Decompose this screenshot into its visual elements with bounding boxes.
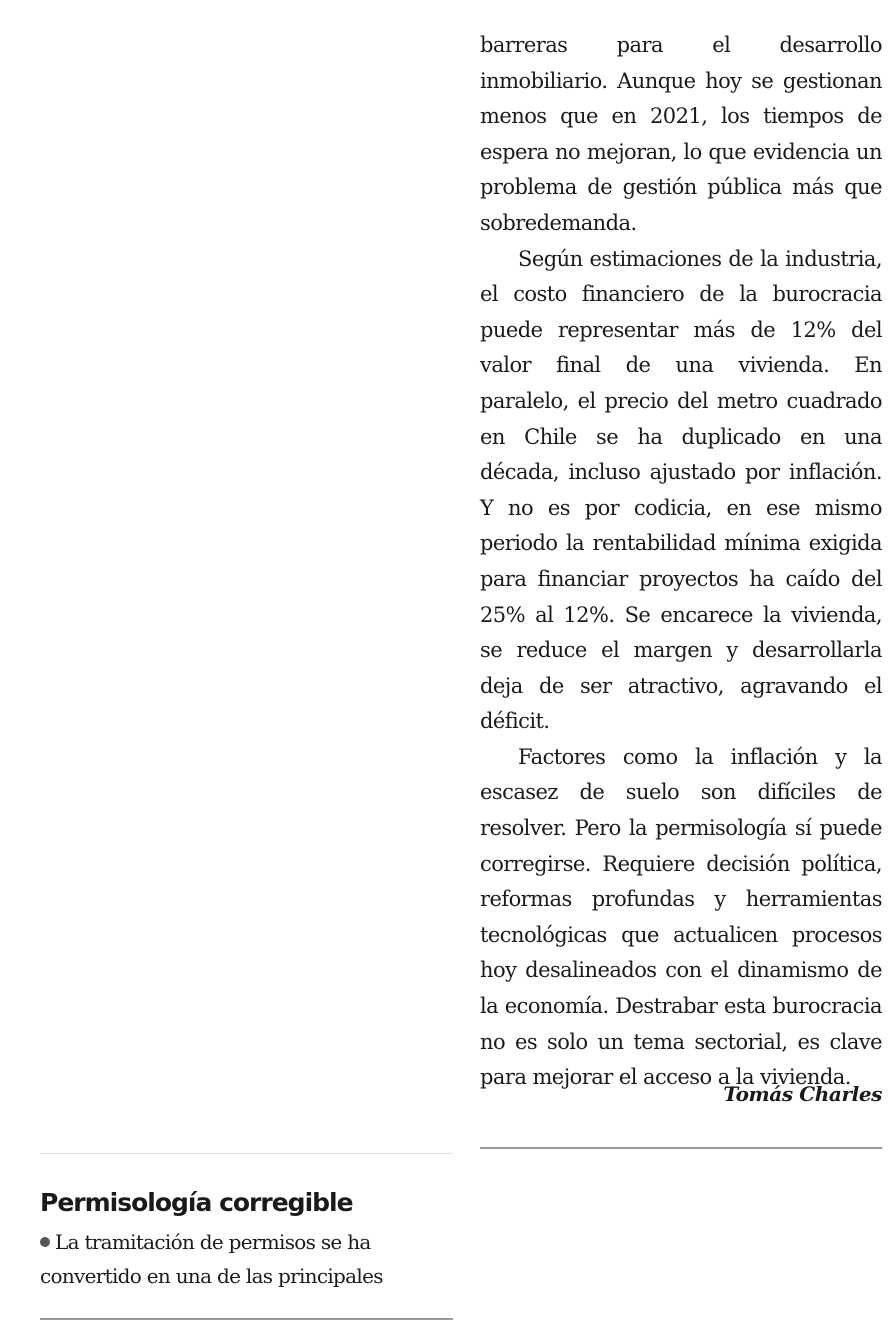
next-article-title: Permisología corregible bbox=[40, 1188, 353, 1217]
lead-line-2: convertido en una de las principales bbox=[40, 1264, 383, 1288]
author-signature: Tomás Charles bbox=[723, 1082, 882, 1106]
section-top-divider bbox=[40, 1153, 453, 1154]
article-end-divider bbox=[480, 1147, 882, 1149]
article-paragraph-2: Según estimaciones de la industria, el costo financiero de la burocracia puede representar más de 12% del valor final de una vivienda. En paralelo, el precio del metro cuadrado en Chile se ha duplicado en una década, incluso ajustado por inflación. Y no es por codicia, en ese mismo periodo la rentabilidad mínima exigida para financiar proyectos ha caído del 25% al 12%. Se encarece la vivienda, se reduce el margen y desarrollarla deja de ser atractivo, agravando el déficit. bbox=[480, 246, 882, 734]
article-paragraph-1: barreras para el desarrollo inmobiliario. Aunque hoy se gestionan menos que en 2021, los tiempos de espera no mejoran, lo que evidencia un problema de gestión pública más que sobredemanda. bbox=[480, 33, 882, 235]
lead-line-1 bbox=[40, 1225, 453, 1259]
bullet-icon bbox=[40, 1237, 50, 1247]
next-article-lead bbox=[40, 1225, 453, 1293]
article-paragraph-3: Factores como la inflación y la escasez de suelo son difíciles de resolver. Pero la permisología sí puede corregirse. Requiere decisión política, reformas profundas y herramientas tecnológicas que actualicen procesos hoy desalineados con el dinamismo de la economía. Destrabar esta burocracia no es solo un tema sectorial, es clave para mejorar el acceso a la vivienda. bbox=[480, 744, 882, 1090]
section-bottom-divider bbox=[40, 1318, 453, 1320]
article-body bbox=[480, 28, 882, 1096]
lead-line-1-text: La tramitación de permisos se ha bbox=[55, 1230, 371, 1254]
